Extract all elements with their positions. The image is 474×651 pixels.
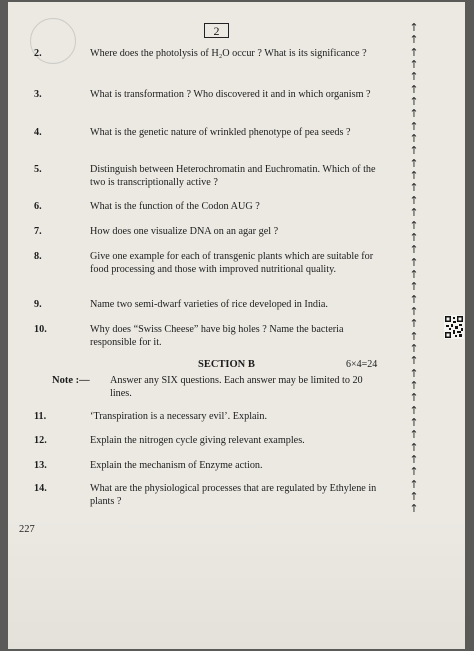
- margin-arrow-icon: ↑: [409, 354, 419, 368]
- question-text: How does one visualize DNA on an agar gel ?: [90, 226, 279, 237]
- question-text: Name two semi-dwarf varieties of rice developed in India.: [90, 299, 328, 310]
- margin-arrow-icon: ↑: [409, 218, 419, 232]
- margin-arrow-icon: ↑: [409, 465, 419, 479]
- question-text: Why does “Swiss Cheese” have big holes ? Name the bacteria responsible for it.: [90, 324, 344, 348]
- question-number: 4.: [34, 127, 42, 138]
- question-text: What are the physiological processes that are regulated by Ethylene in plants ?: [90, 483, 377, 507]
- margin-arrow-icon: ↑: [409, 95, 419, 109]
- margin-arrow-icon: ↑: [409, 45, 419, 59]
- question-text: What is transformation ? Who discovered it and in which organism ?: [90, 89, 371, 100]
- question-text: Distinguish between Heterochromatin and Euchromatin. Which of the two is transcriptionally active ?: [90, 164, 376, 188]
- margin-arrow-icon: ↑: [409, 58, 419, 72]
- margin-arrow-icon: ↑: [409, 255, 419, 269]
- question-text: ‘Transpiration is a necessary evil’. Explain.: [90, 411, 268, 422]
- exam-page: [8, 2, 465, 649]
- margin-arrow-icon: ↑: [409, 280, 419, 294]
- margin-arrow-icon: ↑: [409, 490, 419, 504]
- margin-arrow-icon: ↑: [409, 292, 419, 306]
- margin-arrow-icon: ↑: [409, 378, 419, 392]
- margin-arrow-icon: ↑: [409, 477, 419, 491]
- margin-arrow-icon: ↑: [409, 119, 419, 133]
- margin-arrow-icon: ↑: [409, 169, 419, 183]
- question-number: 10.: [34, 324, 47, 335]
- question-text: Explain the nitrogen cycle giving relevant examples.: [90, 435, 305, 446]
- margin-arrow-icon: ↑: [409, 391, 419, 405]
- question-text: Explain the mechanism of Enzyme action.: [90, 460, 263, 471]
- question-number: 7.: [34, 226, 42, 237]
- question-number: 9.: [34, 299, 42, 310]
- question-text: Give one example for each of transgenic plants which are suitable for food processing and those with improved nutritional quality.: [90, 251, 374, 275]
- margin-arrow-icon: ↑: [409, 341, 419, 355]
- margin-arrow-column: [408, 22, 420, 517]
- question-number: 12.: [34, 435, 47, 446]
- question-number: 3.: [34, 89, 42, 100]
- margin-arrow-icon: ↑: [409, 453, 419, 467]
- margin-arrow-icon: ↑: [409, 181, 419, 195]
- qr-code-icon: [444, 315, 464, 339]
- margin-arrow-icon: ↑: [409, 502, 419, 516]
- question-text: Where does the photolysis of H₂O occur ? What is its significance ?: [90, 48, 367, 59]
- margin-arrow-icon: ↑: [409, 416, 419, 429]
- margin-arrow-icon: ↑: [409, 33, 419, 47]
- margin-arrow-icon: ↑: [409, 403, 419, 417]
- question-number: 2.: [34, 48, 42, 59]
- margin-arrow-icon: ↑: [409, 317, 419, 331]
- question-number: 14.: [34, 483, 47, 494]
- paper-code: 227: [19, 524, 35, 535]
- margin-arrow-icon: ↑: [409, 428, 419, 442]
- question-number: 5.: [34, 164, 42, 175]
- note-label: Note :—: [52, 375, 90, 386]
- margin-arrow-icon: ↑: [409, 21, 419, 34]
- margin-arrow-icon: ↑: [409, 193, 419, 207]
- section-b-title: SECTION B: [198, 359, 255, 370]
- question-text: What is the function of the Codon AUG ?: [90, 201, 260, 212]
- margin-arrow-icon: ↑: [409, 70, 419, 84]
- margin-arrow-icon: ↑: [409, 144, 419, 158]
- margin-arrow-icon: ↑: [409, 107, 419, 121]
- section-b-marks: 6×4=24: [346, 359, 378, 370]
- question-number: 8.: [34, 251, 42, 262]
- margin-arrow-icon: ↑: [409, 82, 419, 96]
- margin-arrow-icon: ↑: [409, 440, 419, 454]
- margin-arrow-icon: ↑: [409, 267, 419, 281]
- question-number: 13.: [34, 460, 47, 471]
- margin-arrow-icon: ↑: [409, 366, 419, 380]
- question-number: 6.: [34, 201, 42, 212]
- margin-arrow-icon: ↑: [409, 156, 419, 170]
- margin-arrow-icon: ↑: [409, 243, 419, 257]
- note-text: Answer any SIX questions. Each answer may be limited to 20 lines.: [110, 375, 363, 399]
- question-text: What is the genetic nature of wrinkled phenotype of pea seeds ?: [90, 127, 351, 138]
- margin-arrow-icon: ↑: [409, 230, 419, 244]
- margin-arrow-icon: ↑: [409, 329, 419, 343]
- paper-fold: [8, 518, 465, 649]
- margin-arrow-icon: ↑: [409, 206, 419, 220]
- margin-arrow-icon: ↑: [409, 304, 419, 318]
- question-number: 11.: [34, 411, 47, 422]
- page-number: 2: [204, 23, 229, 38]
- margin-arrow-icon: ↑: [409, 132, 419, 146]
